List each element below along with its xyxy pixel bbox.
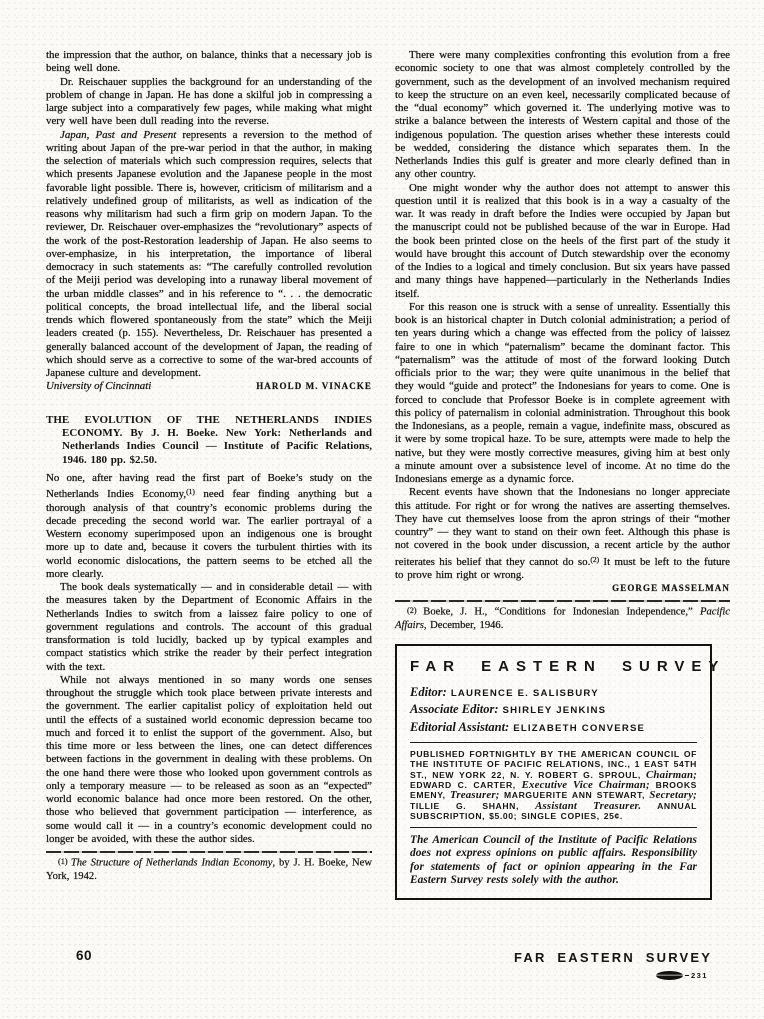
book-review-heading: THE EVOLUTION OF THE NETHERLANDS INDIES ECONOMY. By J. H. Boeke. New York: Netherlands and Netherlands Indies Council — Institute of Pacific Relations, 1946. 180 pp. $2.50. [46, 413, 372, 466]
editor-row [410, 701, 697, 719]
paragraph: Dr. Reischauer supplies the background for an understanding of the problem of change in Japan. He has done a skilful job in compressing a large subject into a comparatively few pages, while making what might very well have been dull reading into the reverse. [46, 75, 372, 128]
paragraph: Recent events have shown that the Indonesians no longer appreciate this attitude. For right or for wrong the natives are asserting themselves. They have cut themselves loose from the apron strings of their “mother country” — they want to stand on their own feet. Although this phase is not covered in the book under discussion, a recent article by the author reiterates his belief that they cannot do so.$^{(2)}$ It must be left to the future to prove him right or wrong. [395, 486, 730, 581]
issue-ornament [656, 971, 708, 980]
editor-label: Editorial Assistant: [410, 719, 510, 734]
paragraph: For this reason one is struck with a sense of unreality. Essentially this book is an historical chapter in Dutch colonial administration; a period of ten years during which a change was effected from the policy of laissez faire to one in which “paternalism” became the dominant factor. This “paternalism” was the attitude of most of the forward looking Dutch officials prior to the war; they were quite unanimous in the belief that they would “guide and protect” the Indonesians for years to come. One is forced to conclude that Professor Boeke is in complete agreement with this policy of paternalism in colonial administration. Throughout this book the Indonesians, as a people, remain a vague, indefinite mass, obscured as it were by some tropical haze. To be sure, attempts were made to help the native, but they were mostly corrective measures, giving him at best only a minute amount over a subsistence level of income. At no time do the Indonesians emerge as a dynamic force. [395, 300, 730, 485]
right-column [395, 49, 730, 900]
editor-row [410, 684, 697, 702]
editor-label: Associate Editor: [410, 702, 499, 717]
masthead-title: FAR EASTERN SURVEY [410, 657, 726, 675]
reviewer-signature [46, 380, 372, 393]
paragraph: The book deals systematically — and in considerable detail — with the measures taken by the Department of Economic Affairs in the Netherlands Indies to switch from a laissez faire policy to one of government regulations and controls. The account of this gradual transformation is told lucidly, backed up by typical examples and compact statistics which strike the reader by their perfect integration with the text. [46, 581, 372, 673]
ornament-dash-icon [685, 975, 689, 977]
left-column [46, 49, 372, 883]
footnote: (2) Boeke, J. H., “Conditions for Indonesian Independence,” Pacific Affairs, December, 1946. [395, 606, 730, 631]
paragraph: While not always mentioned in so many words one senses throughout the struggle which took place between private interests and the government. The earlier capitalist policy of exploitation held out until the effects of a sustained world economic depression became too much and forced it to enlist the support of the government. Also, but this time more or less between the lines, one can detect differences between factions in the government in dealing with these problems. On the one hand there were those who looked upon government controls as only a temporary measure — to be released as soon as an “expected” world economic balance had once more been restored. On the other, those who believed that government participation — interference, as some would call it — in a country’s economic development could no longer be avoided, with these the author sides. [46, 673, 372, 845]
publisher-info: PUBLISHED FORTNIGHTLY BY THE AMERICAN COUNCIL OF THE INSTITUTE OF PACIFIC RELATIONS, INC., 1 EAST 54TH ST., NEW YORK 22, N. Y. ROBERT G. SPROUL, Chairman; EDWARD C. CARTER, Executive Vice Chairman; BROOKS EMENY, Treasurer; MARGUERITE ANN STEWART, Secretary; TILLIE G. SHAHN, Assistant Treasurer. ANNUAL SUBSCRIPTION, $5.00; SINGLE COPIES, 25¢. [410, 749, 697, 821]
editor-name: LAURENCE E. SALISBURY [450, 687, 599, 699]
paragraph: There were many complexities confronting this evolution from a free economic society to one that was almost completely controlled by the government, such as the development of an involved mechanism required to keep the structure on an even keel, necessarily complicated because of the “dual economy” which governed it. The underlying motive was to strike a balance between the interests of Western capital and those of the indigenous population. The question arises whether these interests could be wedded, considering the distance which separates them. In the Netherlands Indies this gulf is greater and more clearly defined than in any other country. [395, 49, 730, 181]
footnote-divider [395, 600, 730, 602]
page-number: 60 [76, 948, 93, 963]
paragraph: the impression that the author, on balance, thinks that a necessary job is being well done. [46, 49, 372, 75]
editor-row [410, 719, 697, 737]
ornament-oval-icon [656, 971, 683, 980]
masthead-divider [410, 742, 697, 743]
reviewer-name: HAROLD M. VINACKE [256, 381, 372, 392]
issue-number: 231 [691, 971, 708, 980]
reviewer-name: GEORGE MASSELMAN [612, 583, 730, 593]
journal-footer-title: FAR EASTERN SURVEY [514, 950, 713, 965]
editor-label: Editor: [410, 684, 447, 699]
masthead-divider [410, 827, 697, 828]
reviewer-signature [395, 582, 730, 595]
footnote: (1) The Structure of Netherlands Indian Economy, by J. H. Boeke, New York, 1942. [46, 857, 372, 882]
paragraph: One might wonder why the author does not attempt to answer this question until it is realized that this book is in a way a casualty of the war. It was ready in draft before the Indies were occupied by Japan but the manuscript could not be published because of the war in Europe. Had the book been printed close on the heels of the first part of the study it would have brought this account of Dutch stewardship over the economy of the Indies to a logical and timely conclusion. But six years have passed and many things have happened—particularly in the Netherlands Indies itself. [395, 181, 730, 300]
reviewer-affiliation: University of Cincinnati [46, 380, 152, 393]
disclaimer-text: The American Council of the Institute of Pacific Relations does not express opinions on public affairs. Responsibility for statements of fact or opinion appearing in the Far Eastern Survey rests solely with the author. [410, 834, 697, 886]
paragraph: Japan, Past and Present represents a reversion to the method of writing about Japan of the pre-war period in that the author, in making the selection of materials which such compression requires, selects that which presents Japanese evolution and the Japanese people in the most favorable light possible. There is, however, criticism of militarism and a relatively undefined group of militarists, as well as indication of the reasons why militarism had such a firm grip on modern Japan. To the reviewer, Dr. Reischauer over-emphasizes the “revolutionary” aspects of the work of the post-Restoration leadership of Japan. He also seems to over-emphasize, in his interpretation, the importance of liberal democracy in such statements as: “The carefully controlled revolution of the Meiji period was developing into a runaway liberal movement of the urban middle classes” and in his reference to “. . . the democratic political concepts, the broad intellectual life, and the liberal social trends which flowered spontaneously from the state” which the Meiji leaders created (p. 155). Nevertheless, Dr. Reischauer has presented a generally balanced account of the development of Japan, the reading of which should serve as a corrective to some of the war-bred accounts of Japanese culture and development. [46, 128, 373, 379]
editor-name: ELIZABETH CONVERSE [513, 722, 646, 734]
footnote-divider [46, 851, 372, 853]
editor-name: SHIRLEY JENKINS [502, 705, 607, 717]
paragraph: No one, after having read the first part of Boeke’s study on the Netherlands Indies Economy,$^{(1)}$ need fear finding anything but a thorough analysis of that country’s economic problems during the decade preceding the second world war. The earlier portrayal of a Western economy superimposed upon an indigenous one is brought more up to date and, because it covers the turbulent thirties with its world economic dislocations, the pattern seems to be etched all the more clearly. [46, 472, 372, 580]
masthead-box [395, 644, 726, 900]
